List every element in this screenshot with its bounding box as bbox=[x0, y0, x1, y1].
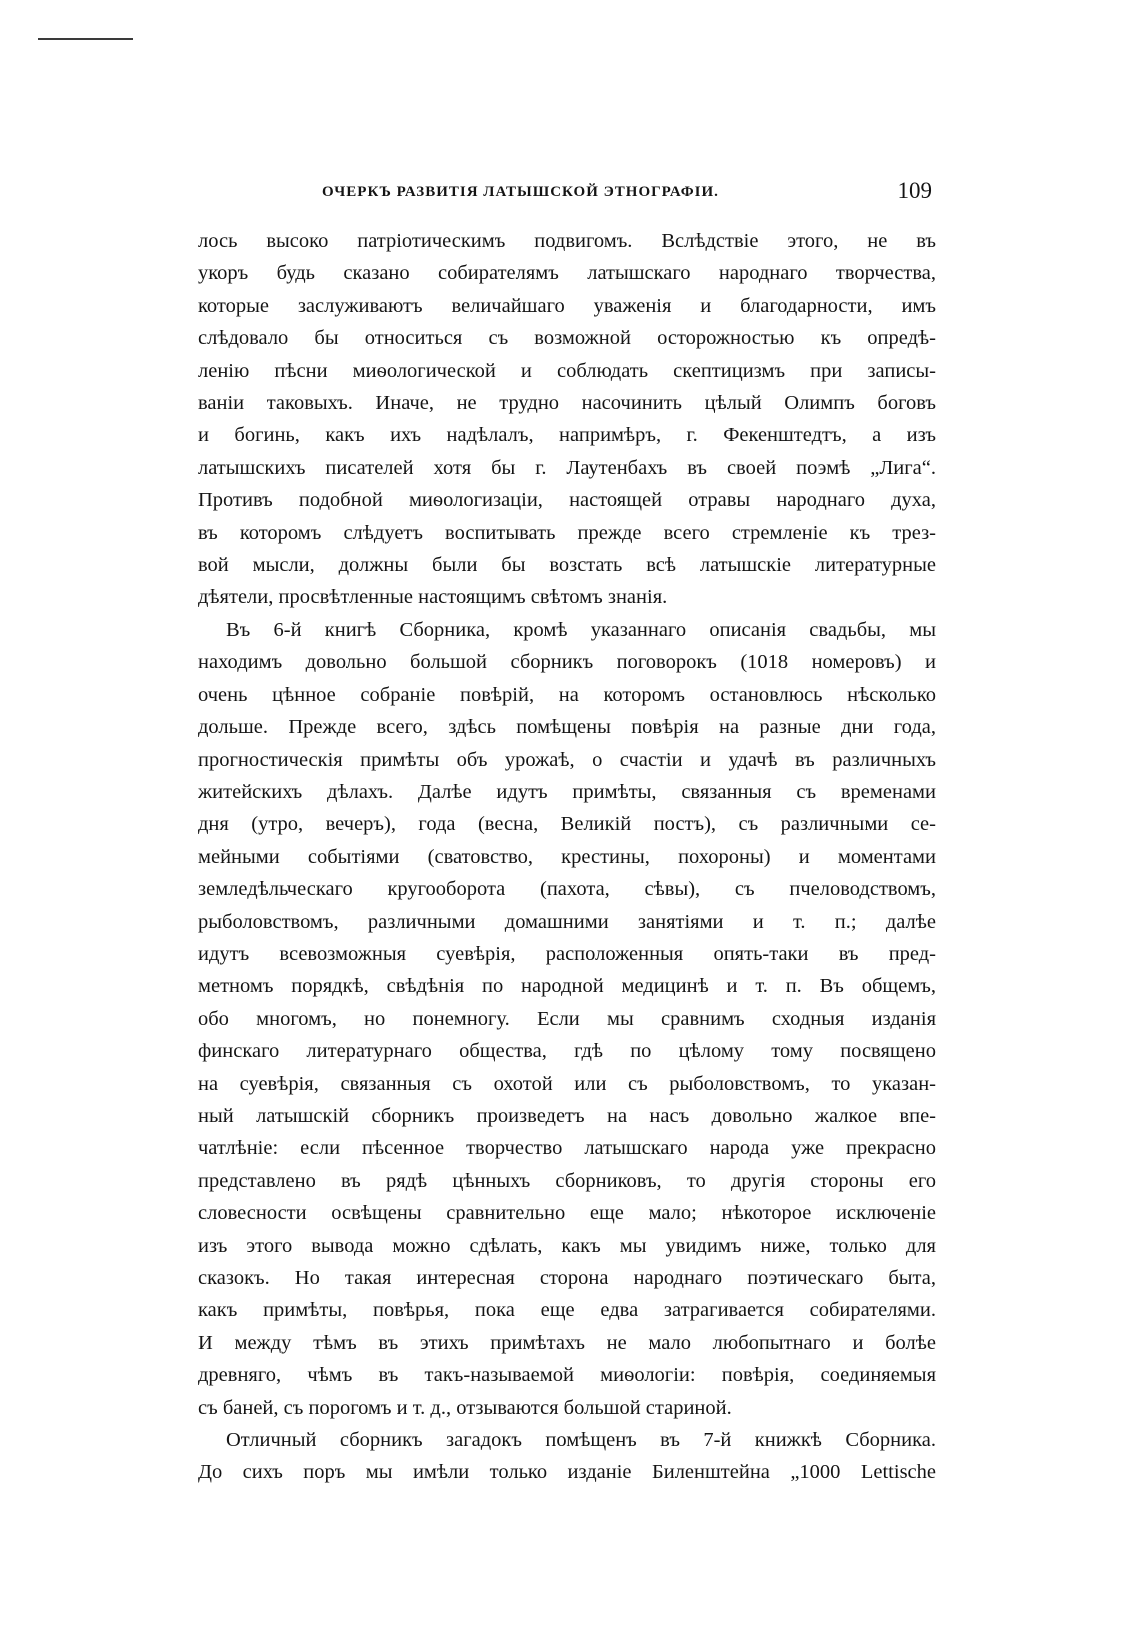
text-line: житейскихъ дѣлахъ. Далѣе идутъ примѣты, связанныя съ временами bbox=[198, 780, 936, 803]
running-title: ОЧЕРКЪ РАЗВИТІЯ ЛАТЫШСКОЙ ЭТНОГРАФІИ. bbox=[322, 184, 719, 200]
text-line: И между тѣмъ въ этихъ примѣтахъ не мало любопытнаго и болѣе bbox=[198, 1331, 936, 1354]
text-line: До сихъ поръ мы имѣли только изданіе Биленштейна „1000 Lettische bbox=[198, 1461, 936, 1484]
text-line: съ баней, съ порогомъ и т. д., отзываются большой стариной. bbox=[198, 1396, 732, 1419]
text-line: изъ этого вывода можно сдѣлать, какъ мы увидимъ ниже, только для bbox=[198, 1234, 936, 1257]
text-line: укоръ будь сказано собирателямъ латышскаго народнаго творчества, bbox=[198, 262, 936, 285]
text-line: дня (утро, вечеръ), года (весна, Великій постъ), съ различными се- bbox=[198, 813, 936, 836]
text-line: дѣятели, просвѣтленные настоящимъ свѣтомъ знанія. bbox=[198, 586, 668, 609]
text-line: ваніи таковыхъ. Иначе, не трудно насочинить цѣлый Олимпъ боговъ bbox=[198, 392, 936, 415]
text-line: метномъ порядкѣ, свѣдѣнія по народной медицинѣ и т. п. Въ общемъ, bbox=[198, 975, 936, 998]
text-line: представлено въ рядѣ цѣнныхъ сборниковъ, то другія стороны его bbox=[198, 1169, 936, 1192]
text-line: прогностическія примѣты объ урожаѣ, о счастіи и удачѣ въ различныхъ bbox=[198, 748, 936, 771]
text-line: которые заслуживаютъ величайшаго уваженія и благодарности, имъ bbox=[198, 294, 936, 317]
text-line: латышскихъ писателей хотя бы г. Лаутенбахъ въ своей поэмѣ „Лига“. bbox=[198, 456, 936, 479]
text-line: словесности освѣщены сравнительно еще мало; нѣкоторое исключеніе bbox=[198, 1202, 936, 1225]
text-line: дольше. Прежде всего, здѣсь помѣщены повѣрія на разные дни года, bbox=[198, 716, 936, 739]
paragraph-continued bbox=[198, 225, 936, 614]
text-line: рыболовствомъ, различными домашними занятіями и т. п.; далѣе bbox=[198, 910, 936, 933]
text-line: въ которомъ слѣдуетъ воспитывать прежде всего стремленіе къ трез- bbox=[198, 521, 936, 544]
text-line: на суевѣрія, связанныя съ охотой или съ рыболовствомъ, то указан- bbox=[198, 1072, 936, 1095]
corner-rule bbox=[38, 38, 133, 40]
text-line: древняго, чѣмъ въ такъ-называемой миѳологіи: повѣрія, соединяемыя bbox=[198, 1364, 936, 1387]
text-line: ленію пѣсни миѳологической и соблюдать скептицизмъ при записы- bbox=[198, 359, 936, 382]
text-line: Отличный сборникъ загадокъ помѣщенъ въ 7-й книжкѣ Сборника. bbox=[226, 1429, 936, 1452]
body-text bbox=[198, 225, 936, 1489]
text-line: и богинь, какъ ихъ надѣлалъ, напримѣръ, г. Фекенштедтъ, а изъ bbox=[198, 424, 936, 447]
text-line: мейными событіями (сватовство, крестины, похороны) и моментами bbox=[198, 845, 936, 868]
text-line: финскаго литературнаго общества, гдѣ по цѣлому тому посвящено bbox=[198, 1040, 936, 1063]
text-line: вой мысли, должны были бы возстать всѣ латышскіе литературные bbox=[198, 554, 936, 577]
text-line: Противъ подобной миѳологизаціи, настоящей отравы народнаго духа, bbox=[198, 489, 936, 512]
text-line: находимъ довольно большой сборникъ поговорокъ (1018 номеровъ) и bbox=[198, 651, 936, 674]
text-line: обо многомъ, но понемногу. Если мы сравнимъ сходныя изданія bbox=[198, 1007, 936, 1030]
text-line: очень цѣнное собраніе повѣрій, на которомъ остановлюсь нѣсколько bbox=[198, 683, 936, 706]
text-line: какъ примѣты, повѣрья, пока еще едва затрагивается собирателями. bbox=[198, 1299, 936, 1322]
paragraph-book-seven bbox=[198, 1424, 936, 1489]
text-line: земледѣльческаго кругооборота (пахота, сѣвы), съ пчеловодствомъ, bbox=[198, 878, 936, 901]
text-line: чатлѣніе: если пѣсенное творчество латышскаго народа уже прекрасно bbox=[198, 1137, 936, 1160]
text-line: ный латышскій сборникъ произведетъ на насъ довольно жалкое впе- bbox=[198, 1104, 936, 1127]
text-line: идутъ всевозможныя суевѣрія, расположенныя опять-таки въ пред- bbox=[198, 942, 936, 965]
text-line: слѣдовало бы относиться съ возможной осторожностью къ опредѣ- bbox=[198, 327, 936, 350]
book-page bbox=[198, 178, 936, 1489]
paragraph-book-six bbox=[198, 614, 936, 1424]
page-number: 109 bbox=[897, 178, 932, 203]
text-line: Въ 6-й книгѣ Сборника, кромѣ указаннаго описанія свадьбы, мы bbox=[226, 618, 936, 641]
running-head bbox=[198, 178, 936, 218]
text-line: сказокъ. Но такая интересная сторона народнаго поэтическаго быта, bbox=[198, 1267, 936, 1289]
text-line: лось высоко патріотическимъ подвигомъ. Вслѣдствіе этого, не въ bbox=[198, 230, 936, 252]
